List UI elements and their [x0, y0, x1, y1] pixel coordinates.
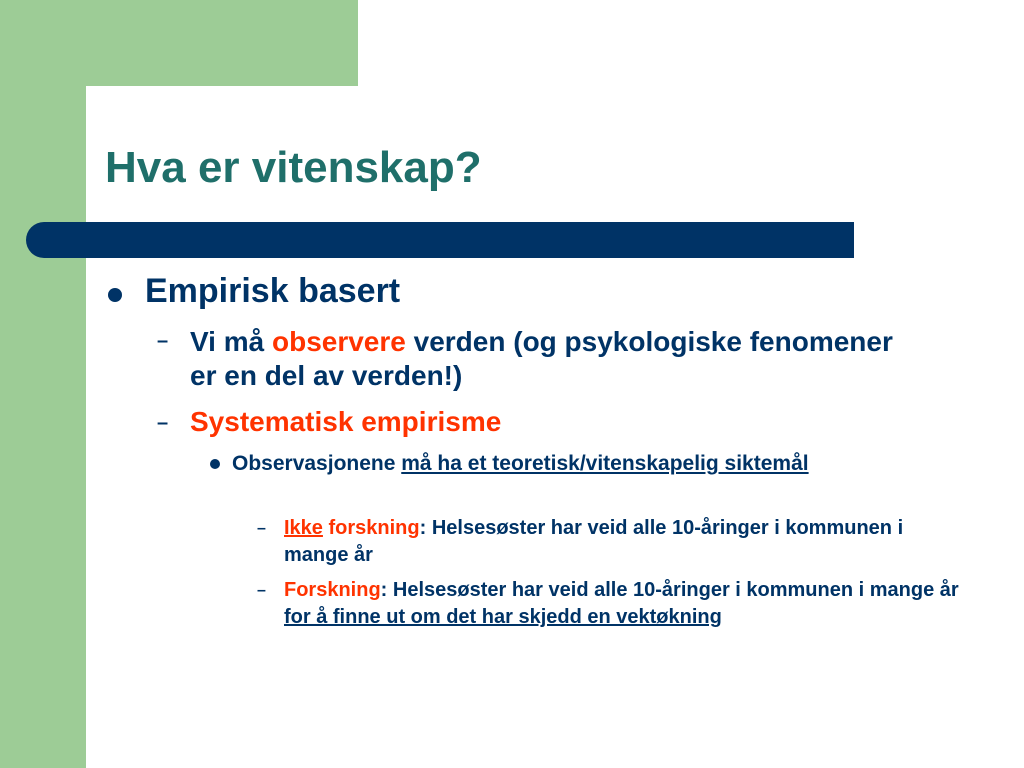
underlined-text-siktemal: må ha et teoretisk/vitenskapelig siktemål — [401, 452, 809, 475]
dash-bullet-icon: – — [257, 520, 266, 537]
text: : Helsesøster har veid alle 10-åringer i kommunen i mange år — [380, 579, 959, 601]
bullet-observere — [190, 325, 910, 393]
text: Vi må — [190, 326, 272, 357]
text: Observasjonene — [232, 452, 402, 475]
dash-bullet-icon: – — [257, 582, 266, 599]
bullet-forskning — [284, 577, 964, 631]
dash-bullet-icon: – — [157, 412, 169, 434]
text-highlight-forskning: forskning — [322, 517, 420, 539]
bullet-observasjonene — [232, 450, 922, 478]
text: : Helsesøster har veid alle 10-åringer i kommunen i mange år — [284, 517, 904, 566]
underlined-text-vektokning: for å finne ut om det har skjedd en vektøkning — [284, 606, 722, 628]
bullet-empirisk-basert: Empirisk basert — [145, 272, 401, 310]
bullet-dot-icon — [108, 288, 122, 302]
text: verden (og psykologiske fenomener er en del av verden!) — [190, 326, 893, 391]
bullet-systematisk-empirisme: Systematisk empirisme — [190, 406, 502, 437]
bullet-ikke-forskning — [284, 515, 964, 569]
slide-title: Hva er vitenskap? — [105, 143, 482, 192]
text-highlight-observere: observere — [271, 326, 406, 357]
text-highlight-forskning: Forskning — [284, 579, 381, 601]
dash-bullet-icon: – — [157, 330, 169, 352]
text-highlight-ikke: Ikke — [284, 517, 323, 539]
bullet-dot-icon — [210, 459, 220, 469]
